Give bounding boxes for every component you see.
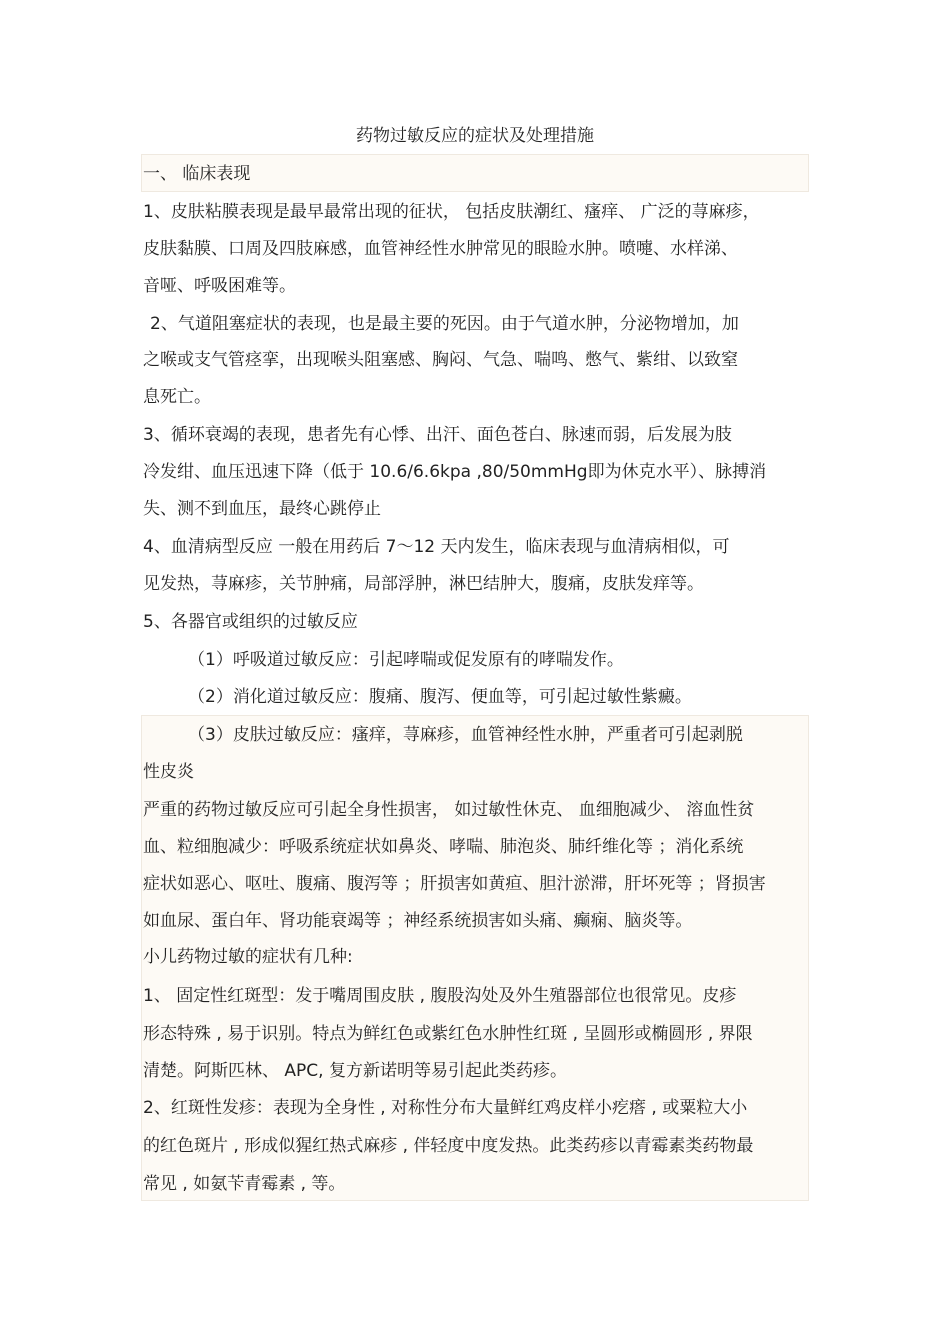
- paragraph-line: 冷发绀、血压迅速下降（低于 10.6/6.6kpa ,80/50mmHg即为休克水平）、脉搏消: [143, 462, 767, 482]
- paragraph-line: 音哑、呼吸困难等。: [143, 276, 296, 296]
- paragraph-line: 症状如恶心、呕吐、腹痛、腹泻等 ；肝损害如黄疸、胆汁淤滞，肝坏死等 ；肾损害: [143, 874, 766, 894]
- paragraph-line: 4、血清病型反应 一般在用药后 7～12 天内发生，临床表现与血清病相似，可: [143, 537, 730, 557]
- paragraph-line: 2、气道阻塞症状的表现，也是最主要的死因。由于气道水肿，分泌物增加，加: [150, 314, 739, 334]
- list-item: （3）皮肤过敏反应：瘙痒，荨麻疹，血管神经性水肿，严重者可引起剥脱: [188, 725, 743, 745]
- paragraph-line: 2、红斑性发疹：表现为全身性 , 对称性分布大量鲜红鸡皮样小疙瘩 , 或粟粒大小: [143, 1098, 748, 1118]
- paragraph-line: 严重的药物过敏反应可引起全身性损害， 如过敏性休克、 血细胞减少、 溶血性贫: [143, 800, 755, 820]
- list-item: （1）呼吸道过敏反应：引起哮喘或促发原有的哮喘发作。: [188, 650, 624, 670]
- paragraph-line: 1、 固定性红斑型：发于嘴周围皮肤 , 腹股沟处及外生殖器部位也很常见。皮疹: [143, 986, 737, 1006]
- paragraph-line: 常见 , 如氨苄青霉素 , 等。: [143, 1174, 346, 1194]
- paragraph-line: 息死亡。: [143, 387, 211, 407]
- paragraph-line: 失、测不到血压，最终心跳停止: [143, 499, 381, 519]
- paragraph-line: 如血尿、蛋白年、肾功能衰竭等 ；神经系统损害如头痛、癫痫、脑炎等。: [143, 911, 693, 931]
- paragraph-line: 1、皮肤粘膜表现是最早最常出现的征状， 包括皮肤潮红、瘙痒、 广泛的荨麻疹，: [143, 202, 760, 222]
- paragraph-line: 血、粒细胞减少：呼吸系统症状如鼻炎、哮喘、肺泡炎、肺纤维化等 ；消化系统: [143, 837, 744, 857]
- document-title: 药物过敏反应的症状及处理措施: [356, 126, 594, 146]
- paragraph-line: 的红色斑片 , 形成似猩红热式麻疹 , 伴轻度中度发热。此类药疹以青霉素类药物最: [143, 1136, 754, 1156]
- paragraph-line: 5、各器官或组织的过敏反应: [143, 612, 358, 632]
- list-item: （2）消化道过敏反应：腹痛、腹泻、便血等，可引起过敏性紫癜。: [188, 687, 692, 707]
- paragraph-line: 皮肤黏膜、口周及四肢麻感，血管神经性水肿常见的眼睑水肿。喷嚏、水样涕、: [143, 239, 738, 259]
- paragraph-line: 见发热，荨麻疹，关节肿痛，局部浮肿，淋巴结肿大，腹痛，皮肤发痒等。: [143, 574, 704, 594]
- section-heading: 一、 临床表现: [143, 164, 251, 184]
- paragraph-line: 3、循环衰竭的表现，患者先有心悸、出汗、面色苍白、脉速而弱，后发展为肢: [143, 425, 732, 445]
- paragraph-line: 小儿药物过敏的症状有几种:: [143, 947, 353, 967]
- paragraph-line: 形态特殊 , 易于识别。特点为鲜红色或紫红色水肿性红斑 , 呈圆形或椭圆形 , 界限: [143, 1024, 753, 1044]
- paragraph-line: 性皮炎: [143, 762, 194, 782]
- paragraph-line: 清楚。阿斯匹林、 APC, 复方新诺明等易引起此类药疹。: [143, 1061, 567, 1081]
- paragraph-line: 之喉或支气管痉挛，出现喉头阻塞感、胸闷、气急、喘鸣、憋气、紫绀、以致窒: [143, 350, 738, 370]
